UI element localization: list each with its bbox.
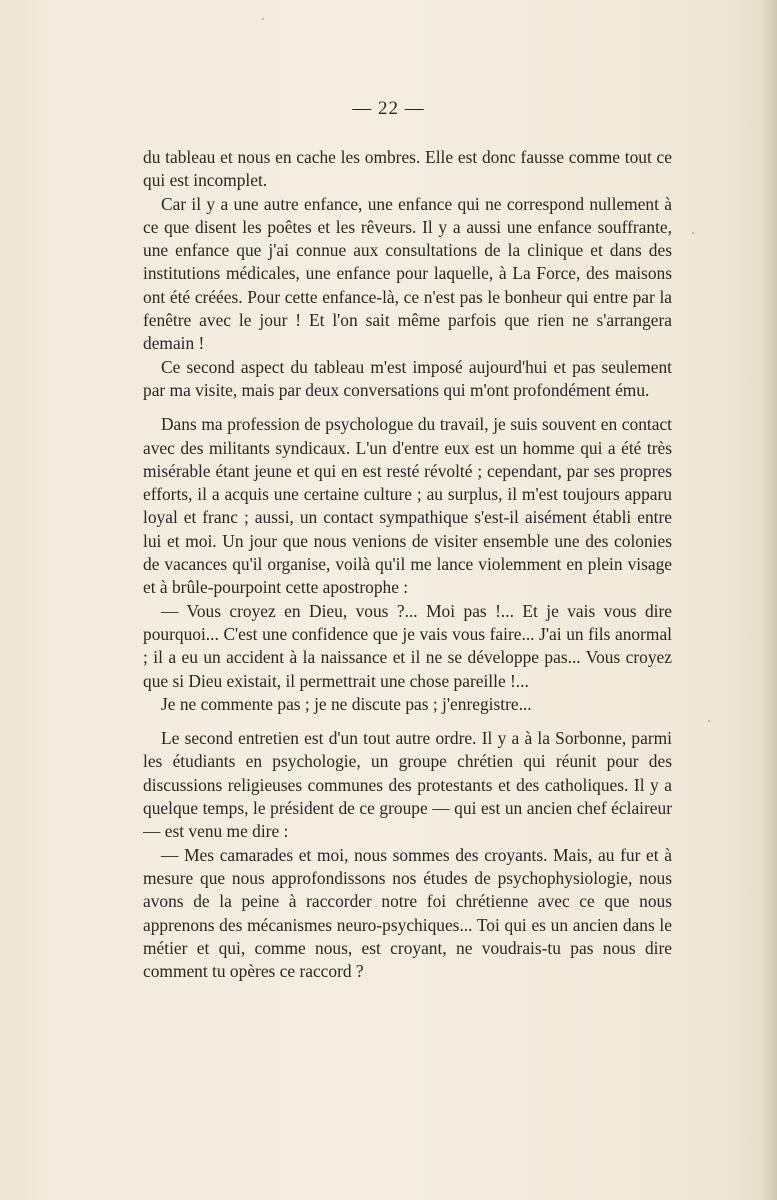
paper-speck bbox=[692, 232, 694, 234]
paragraph: Car il y a une autre enfance, une enfance qui ne correspond nullement à ce que disent les poêtes et les rêveurs. Il y a aussi une enfance souffrante, une enfance que j'ai connue aux consultations de la clinique et dans des institutions médicales, une enfance pour laquelle, à La Force, des maisons ont été créées. Pour cette enfance-là, ce n'est pas le bonheur qui entre par la fenêtre avec le jour ! Et l'on sait même parfois que rien ne s'arrangera demain ! bbox=[143, 193, 672, 354]
page-number: — 22 — bbox=[352, 98, 425, 119]
paragraph: Dans ma profession de psychologue du travail, je suis souvent en contact avec des militants syndicaux. L'un d'entre eux est un homme qui a été très misérable étant jeune et qui en est resté révolté ; cependant, par ses propres efforts, il a acquis une certaine culture ; au surplus, il m'est toujours apparu loyal et franc ; aussi, un contact sympathique s'est-il aisément établi entre lui et moi. Un jour que nous venions de visiter ensemble une des colonies de vacances qu'il organise, voilà qu'il me lance violemment en plein visage et à brûle-pourpoint cette apostrophe : bbox=[143, 414, 672, 598]
paragraph: Le second entretien est d'un tout autre ordre. Il y a à la Sorbonne, parmi les étudiants en psychologie, un groupe chrétien qui réunit pour des discussions religieuses communes des protestants et des catholiques. Il y a quelque temps, le président de ce groupe — qui est un ancien chef éclaireur — est venu me dire : bbox=[143, 728, 672, 842]
paragraph: du tableau et nous en cache les ombres. Elle est donc fausse comme tout ce qui est incomplet. bbox=[143, 147, 672, 191]
paragraph: Je ne commente pas ; je ne discute pas ; j'enregistre... bbox=[161, 693, 532, 714]
dialogue-paragraph: — Vous croyez en Dieu, vous ?... Moi pas !... Et je vais vous dire pourquoi... C'est une confidence que je vais vous faire... J'ai un fils anormal ; il a eu un accident à la naissance et il ne se développe pas... Vous croyez que si Dieu existait, il permettrait une chose pareille !... bbox=[143, 600, 672, 691]
paragraph: Ce second aspect du tableau m'est imposé aujourd'hui et pas seulement par ma visite, mais par deux conversations qui m'ont profondément ému. bbox=[143, 356, 672, 400]
body-text bbox=[143, 146, 672, 983]
dialogue-paragraph: — Mes camarades et moi, nous sommes des croyants. Mais, au fur et à mesure que nous approfondissons nos études de psychophysiologie, nous avons de la peine à raccorder notre foi chrétienne avec ce que nous apprenons des mécanismes neuro-psychiques... Toi qui es un ancien dans le métier et qui, comme nous, est croyant, ne voudrais-tu pas nous dire comment tu opères ce raccord ? bbox=[143, 844, 672, 982]
paper-speck bbox=[262, 18, 264, 20]
paper-speck bbox=[708, 720, 710, 722]
page-edge-shadow bbox=[759, 0, 777, 1200]
